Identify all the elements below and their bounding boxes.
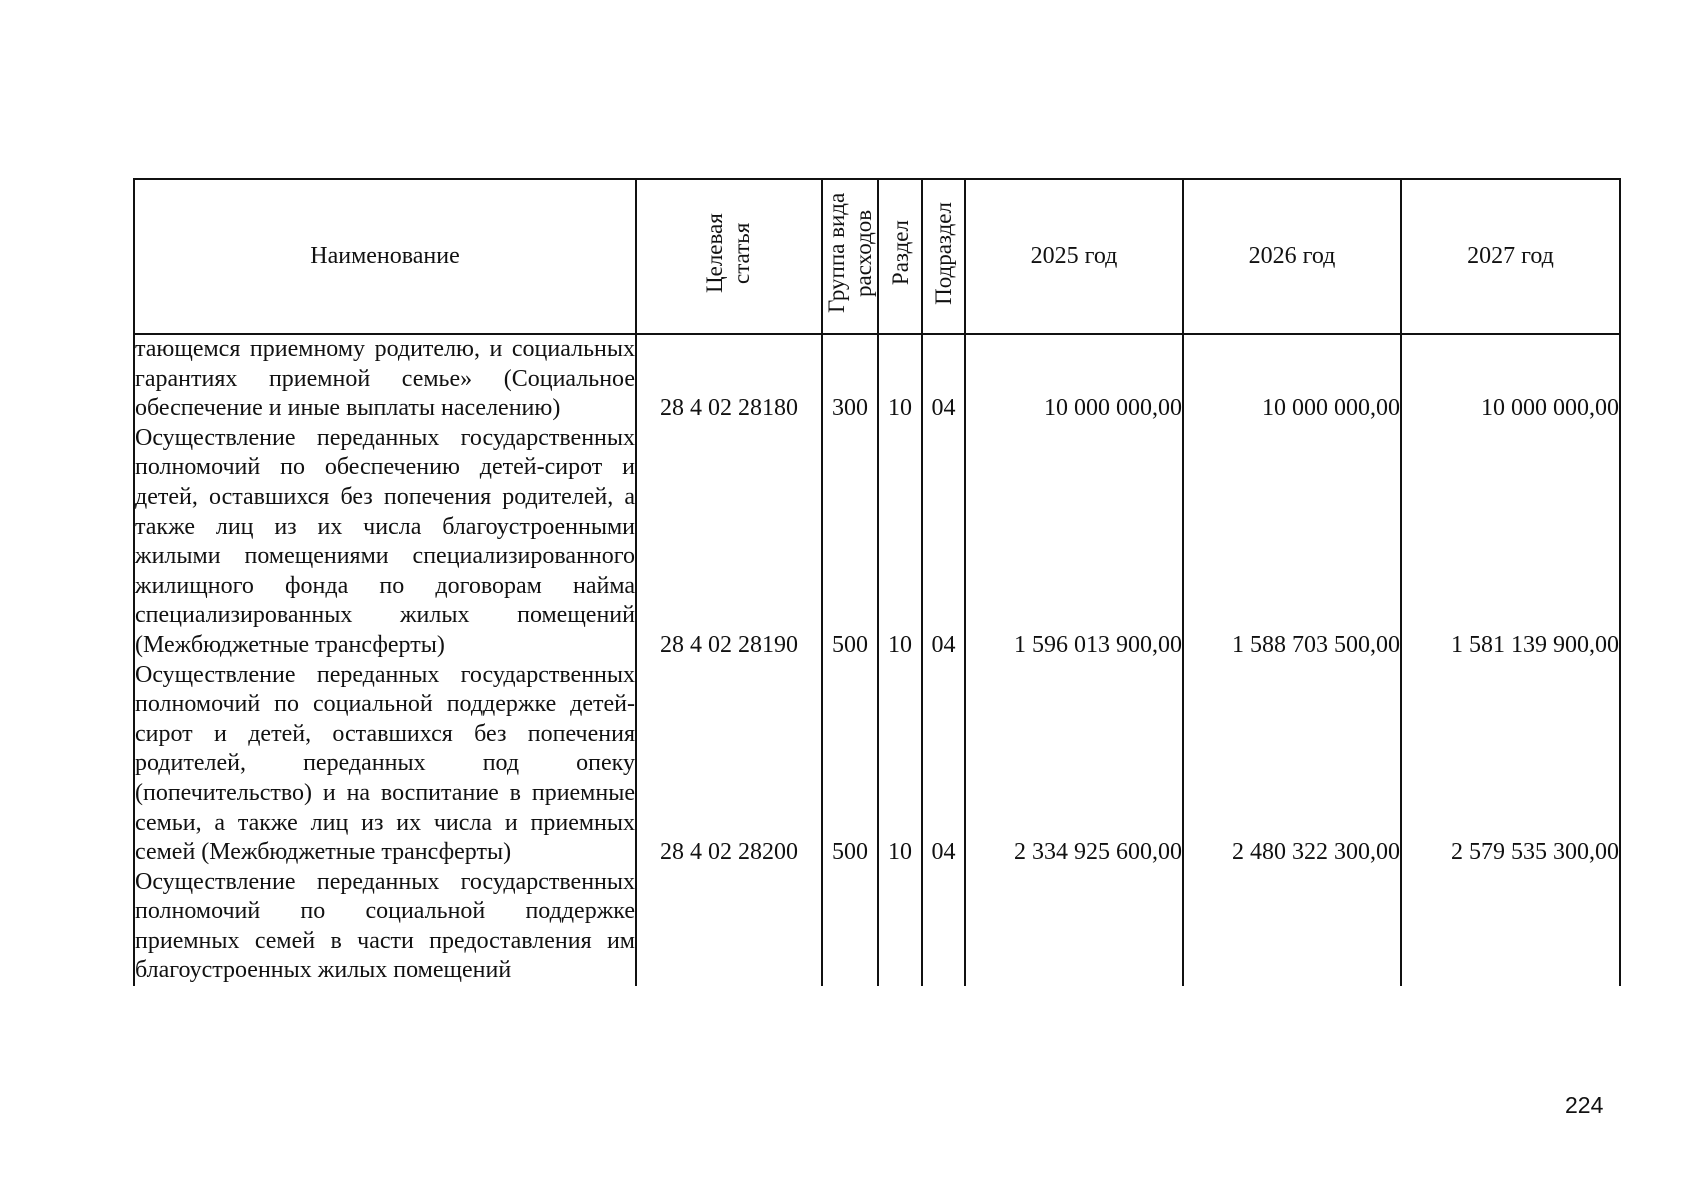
row-section: 10 bbox=[878, 424, 922, 661]
header-section: Раздел bbox=[878, 179, 922, 334]
row-expense-group bbox=[822, 868, 878, 986]
row-target-article: 28 4 02 28190 bbox=[636, 424, 822, 661]
row-section: 10 bbox=[878, 661, 922, 868]
header-year-2025: 2025 год bbox=[965, 179, 1183, 334]
row-name: Осуществление переданных государственных полномочий по социальной поддержке приемных семей в части предоставления им благоустроенных жилых помещений bbox=[134, 868, 636, 986]
header-year-2026: 2026 год bbox=[1183, 179, 1401, 334]
row-name: Осуществление переданных государственных полномочий по обеспечению детей-сирот и детей, оставшихся без попечения родителей, а также лиц из их числа благоустроенными жилыми помещениями специализированного жилищного фонда по договорам найма специализированных жилых помещений (Межбюджетные трансферты) bbox=[134, 424, 636, 661]
row-expense-group: 300 bbox=[822, 334, 878, 424]
row-amount-2027 bbox=[1401, 868, 1620, 986]
row-section: 10 bbox=[878, 334, 922, 424]
row-name: Осуществление переданных государственных полномочий по социальной поддержке детей-сирот и детей, оставшихся без попечения родителей, переданных под опеку (попечительство) и на воспитание в приемные семьи, а также лиц из их числа и приемных семей (Межбюджетные трансферты) bbox=[134, 661, 636, 868]
row-amount-2025: 1 596 013 900,00 bbox=[965, 424, 1183, 661]
table-header bbox=[134, 179, 1620, 334]
header-expense-group: Группа вида расходов bbox=[822, 179, 878, 334]
table-row bbox=[134, 424, 1620, 661]
row-amount-2027: 10 000 000,00 bbox=[1401, 334, 1620, 424]
header-target-article: Целевая статья bbox=[636, 179, 822, 334]
row-target-article: 28 4 02 28200 bbox=[636, 661, 822, 868]
row-amount-2026: 10 000 000,00 bbox=[1183, 334, 1401, 424]
row-subsection: 04 bbox=[922, 334, 965, 424]
row-amount-2025 bbox=[965, 868, 1183, 986]
row-target-article bbox=[636, 868, 822, 986]
table-row bbox=[134, 334, 1620, 424]
header-year-2027: 2027 год bbox=[1401, 179, 1620, 334]
row-name: тающемся приемному родителю, и социальных гарантиях приемной семье» (Социальное обеспечение и иные выплаты населению) bbox=[134, 334, 636, 424]
header-subsection: Подраздел bbox=[922, 179, 965, 334]
row-expense-group: 500 bbox=[822, 424, 878, 661]
table-row bbox=[134, 661, 1620, 868]
table-body bbox=[134, 334, 1620, 986]
row-target-article: 28 4 02 28180 bbox=[636, 334, 822, 424]
row-amount-2025: 2 334 925 600,00 bbox=[965, 661, 1183, 868]
row-amount-2026: 1 588 703 500,00 bbox=[1183, 424, 1401, 661]
header-name: Наименование bbox=[134, 179, 636, 334]
page-number: 224 bbox=[1565, 1092, 1604, 1118]
row-amount-2026: 2 480 322 300,00 bbox=[1183, 661, 1401, 868]
row-section bbox=[878, 868, 922, 986]
budget-table bbox=[133, 178, 1621, 986]
row-amount-2027: 2 579 535 300,00 bbox=[1401, 661, 1620, 868]
row-amount-2025: 10 000 000,00 bbox=[965, 334, 1183, 424]
row-subsection: 04 bbox=[922, 424, 965, 661]
row-amount-2027: 1 581 139 900,00 bbox=[1401, 424, 1620, 661]
row-subsection: 04 bbox=[922, 661, 965, 868]
row-expense-group: 500 bbox=[822, 661, 878, 868]
row-amount-2026 bbox=[1183, 868, 1401, 986]
table-row bbox=[134, 868, 1620, 986]
row-subsection bbox=[922, 868, 965, 986]
